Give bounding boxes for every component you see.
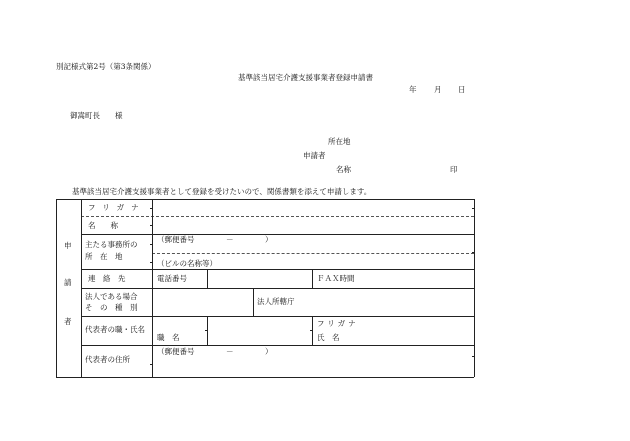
postal-close: ）: [265, 235, 273, 244]
rep-postal-close: ）: [265, 347, 273, 356]
rep-name-label: 氏 名: [317, 333, 340, 342]
side-label-3: 者: [64, 317, 72, 326]
main-office-label-2: 所 在 地: [85, 252, 123, 261]
building-label: （ビルの名称等）: [157, 259, 217, 268]
corp-label-1: 法人である場合: [85, 292, 138, 301]
seal-label: 印: [450, 165, 458, 174]
date-month: 月: [434, 85, 442, 94]
rep-postal-label: （郵便番号: [157, 347, 195, 356]
rep-furigana-label: フリガナ: [317, 319, 359, 328]
statement: 基準該当居宅介護支援事業者として登録を受けたいので、関係書類を添えて申請します。: [72, 187, 372, 196]
date-day: 日: [458, 85, 466, 94]
fax-field[interactable]: [362, 270, 473, 287]
name-field[interactable]: [153, 217, 473, 233]
address-label: 所在地: [328, 137, 351, 146]
rep-address-label: 代表者の住所: [85, 355, 130, 364]
date-year: 年: [409, 85, 417, 94]
postal-dash: －: [226, 235, 234, 244]
corp-authority-label: 法人所轄庁: [257, 297, 295, 306]
name-label: 名称: [336, 165, 351, 174]
fax-label: ＦＡＸ時間: [317, 274, 355, 283]
rep-postal-dash: －: [226, 347, 234, 356]
phone-field[interactable]: [207, 270, 312, 287]
contact-label: 連 絡 先: [88, 274, 126, 283]
corp-authority-field[interactable]: [312, 289, 473, 315]
corp-label-2: そ の 種 別: [85, 303, 138, 312]
corp-type-field[interactable]: [153, 289, 252, 315]
main-office-label-1: 主たる事務所の: [85, 240, 138, 249]
rep-position-label: 職 名: [157, 333, 180, 342]
furigana-field[interactable]: [153, 200, 473, 216]
phone-label: 電話番号: [157, 274, 187, 283]
applicant-label: 申請者: [303, 151, 326, 160]
rep-address-field[interactable]: [153, 358, 473, 376]
rep-title-label: 代表者の職・氏名: [85, 325, 145, 334]
addressee: 御嵩町長 様: [70, 111, 123, 120]
side-label-1: 申: [64, 241, 72, 250]
furigana-label: フリガナ: [88, 203, 146, 212]
side-label-2: 請: [64, 278, 72, 287]
postal-label: （郵便番号: [157, 235, 195, 244]
form-reference: 別記様式第2号（第3条関係）: [56, 62, 156, 71]
form-title: 基準該当居宅介護支援事業者登録申請書: [238, 73, 373, 82]
name-field-label: 名 称: [88, 221, 118, 230]
rep-name-field[interactable]: [362, 317, 473, 344]
